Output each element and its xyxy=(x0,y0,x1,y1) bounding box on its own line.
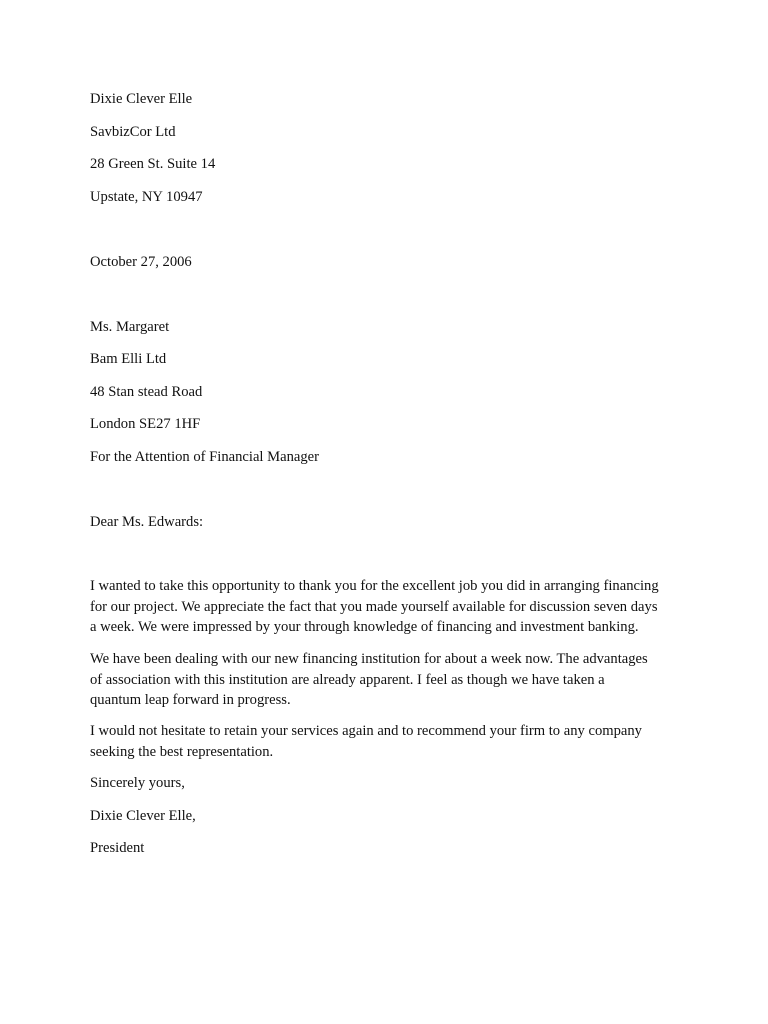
closing: Sincerely yours, xyxy=(90,775,185,791)
body-paragraph-2 xyxy=(90,649,690,711)
signature-name: Dixie Clever Elle, xyxy=(90,808,196,824)
signature-title: President xyxy=(90,840,145,856)
sender-company: SavbizCor Ltd xyxy=(90,124,176,140)
recipient-attention: For the Attention of Financial Manager xyxy=(90,449,319,465)
paragraph-line: seeking the best representation. xyxy=(90,743,274,760)
letter-date: October 27, 2006 xyxy=(90,254,192,270)
paragraph-line: of association with this institution are already apparent. I feel as though we have taken a xyxy=(90,671,605,688)
sender-city: Upstate, NY 10947 xyxy=(90,189,203,205)
paragraph-line: I would not hesitate to retain your services again and to recommend your firm to any company xyxy=(90,723,642,739)
paragraph-line: for our project. We appreciate the fact that you made yourself available for discussion seven days xyxy=(90,598,658,615)
recipient-name: Ms. Margaret xyxy=(90,319,170,335)
paragraph-line: I wanted to take this opportunity to thank you for the excellent job you did in arranging financing xyxy=(90,578,659,594)
recipient-street: 48 Stan stead Road xyxy=(90,384,203,400)
body-paragraph-3 xyxy=(90,721,690,762)
sender-name: Dixie Clever Elle xyxy=(90,91,193,107)
body-paragraph-1 xyxy=(90,576,690,638)
sender-street: 28 Green St. Suite 14 xyxy=(90,156,216,172)
recipient-city: London SE27 1HF xyxy=(90,416,201,432)
paragraph-line: We have been dealing with our new financing institution for about a week now. The advantages xyxy=(90,651,648,667)
salutation: Dear Ms. Edwards: xyxy=(90,514,204,530)
paragraph-line: a week. We were impressed by your through knowledge of financing and investment banking. xyxy=(90,619,639,635)
paragraph-line: quantum leap forward in progress. xyxy=(90,692,291,708)
recipient-company: Bam Elli Ltd xyxy=(90,351,167,367)
